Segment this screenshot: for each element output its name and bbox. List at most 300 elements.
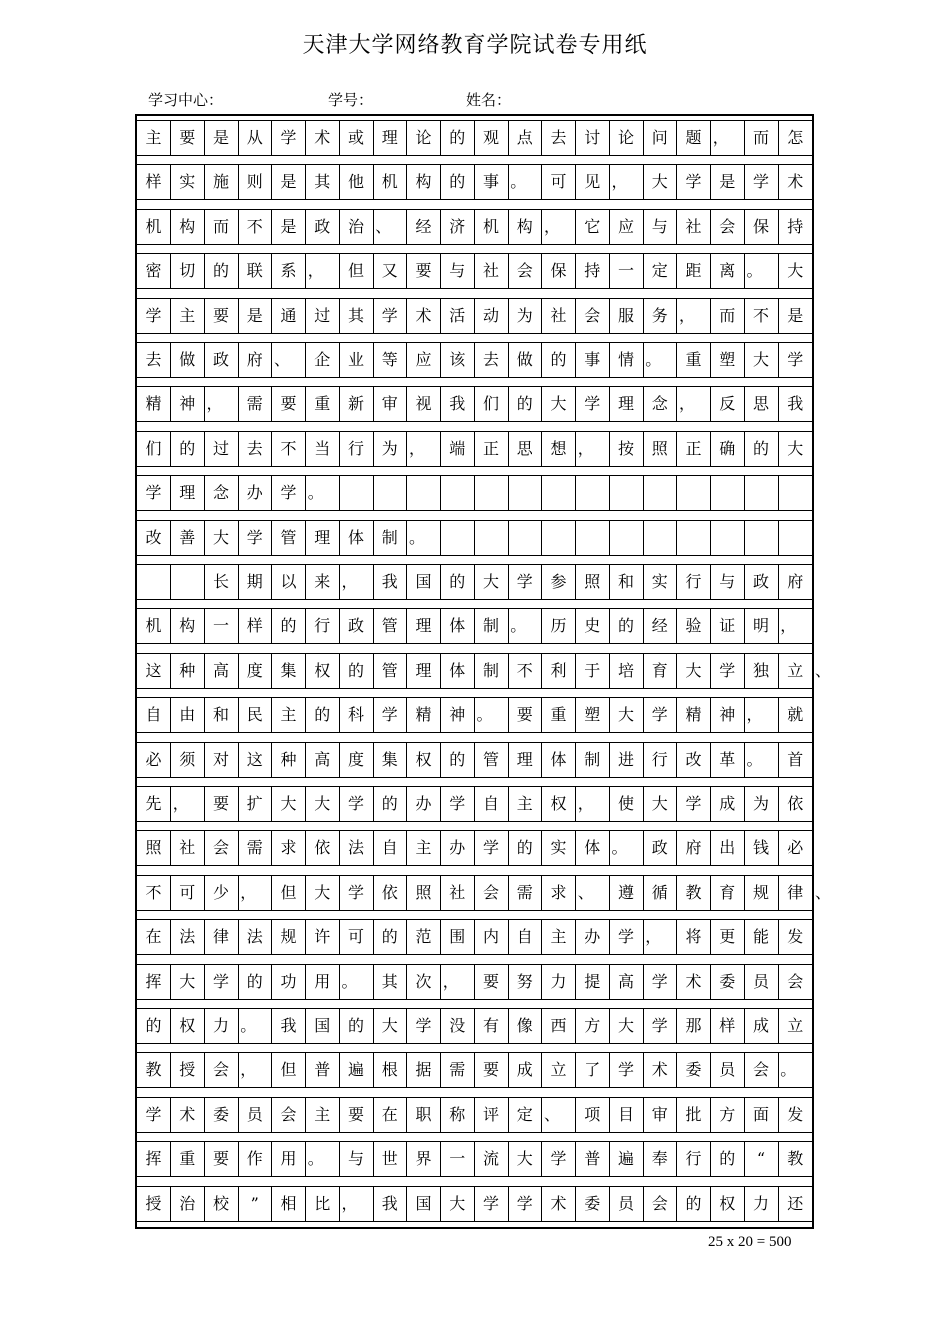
grid-cell: 它 xyxy=(576,210,610,244)
grid-cell: 。 xyxy=(508,609,542,643)
grid-cell: 观 xyxy=(475,121,509,155)
grid-cell: 校 xyxy=(205,1187,239,1221)
grid-cell: 员 xyxy=(610,1187,644,1221)
grid-cell: 我 xyxy=(272,1009,306,1043)
grid-cell: 首 xyxy=(787,749,804,769)
grid-cell: 学 xyxy=(643,1009,677,1043)
grid-cell: 府 xyxy=(787,572,804,591)
grid-cell: 由 xyxy=(171,698,205,732)
grid-cell: 必 xyxy=(787,838,804,858)
grid-cell: 求 xyxy=(542,876,576,910)
grid-cell: 改 xyxy=(677,743,711,777)
grid-cell: 样 xyxy=(137,165,171,199)
grid-cell xyxy=(475,476,509,510)
grid-cell: 要 xyxy=(407,254,441,288)
grid-cell: 体 xyxy=(441,609,475,643)
grid-cell: 历 xyxy=(542,609,576,643)
grid-cell: 学 xyxy=(610,920,644,954)
grid-cell: 教 xyxy=(137,1053,171,1087)
grid-cell: 正 xyxy=(475,432,509,466)
grid-cell: 学 xyxy=(475,831,509,865)
grid-cell: 授 xyxy=(137,1187,171,1221)
grid-cell xyxy=(677,521,711,555)
grid-cell: 大 xyxy=(441,1187,475,1221)
grid-cell xyxy=(137,565,171,599)
grid-cell: 授 xyxy=(171,1053,205,1087)
grid-cell: 术 xyxy=(407,299,441,333)
grid-cell: 大 xyxy=(508,1142,542,1176)
grid-cell: 们 xyxy=(137,432,171,466)
grid-cell: 不 xyxy=(137,876,171,910)
grid-cell: 思 xyxy=(745,387,779,421)
grid-cell: 学 xyxy=(407,1009,441,1043)
grid-cell: 法 xyxy=(171,920,205,954)
grid-cell: 照 xyxy=(137,831,171,865)
grid-cell: 立 xyxy=(787,660,804,680)
grid-cell: ， xyxy=(340,565,374,599)
grid-cell: 按 xyxy=(610,432,644,466)
grid-cell: 律 xyxy=(787,882,804,902)
grid-cell: 管 xyxy=(272,521,306,555)
grid-cell: 国 xyxy=(407,1187,441,1221)
grid-cell: 务 xyxy=(643,299,677,333)
grid-cell: 府 xyxy=(238,343,272,377)
grid-cell: 可 xyxy=(542,165,576,199)
grid-cell: 循 xyxy=(643,876,677,910)
grid-cell: 的 xyxy=(238,965,272,999)
grid-cell: 审 xyxy=(643,1098,677,1132)
grid-cell: 。 xyxy=(238,1009,272,1043)
page-title: 天津大学网络教育学院试卷专用纸 xyxy=(302,33,648,58)
grid-cell: 长 xyxy=(205,565,239,599)
grid-cell: ， xyxy=(780,616,797,636)
grid-cell: 去 xyxy=(137,343,171,377)
grid-cell: 机 xyxy=(137,210,171,244)
grid-cell: 念 xyxy=(643,387,677,421)
grid-cell: ， xyxy=(306,254,340,288)
grid-cell: 行 xyxy=(306,609,340,643)
grid-cell: 集 xyxy=(373,743,407,777)
grid-cell: 事 xyxy=(475,165,509,199)
grid-cell: 一 xyxy=(610,254,644,288)
grid-cell: 要 xyxy=(205,787,239,821)
grid-cell: 育 xyxy=(643,654,677,688)
grid-cell: 术 xyxy=(542,1187,576,1221)
grid-row xyxy=(137,1186,812,1222)
grid-cell: 术 xyxy=(171,1098,205,1132)
grid-cell: 有 xyxy=(475,1009,509,1043)
grid-cell: 讨 xyxy=(576,121,610,155)
grid-cell: 的 xyxy=(441,565,475,599)
grid-cell: 行 xyxy=(677,565,711,599)
grid-cell: 为 xyxy=(745,787,779,821)
grid-cell: 管 xyxy=(373,609,407,643)
grid-row xyxy=(137,786,812,822)
grid-cell: 是 xyxy=(205,121,239,155)
grid-cell: 治 xyxy=(340,210,374,244)
grid-row xyxy=(137,1052,812,1088)
grid-cell: 大 xyxy=(610,698,644,732)
grid-cell: 学 xyxy=(475,1187,509,1221)
grid-cell: 这 xyxy=(137,654,171,688)
grid-cell: 离 xyxy=(711,254,745,288)
grid-cell: 奉 xyxy=(643,1142,677,1176)
grid-cell: 培 xyxy=(610,654,644,688)
grid-cell: ， xyxy=(171,787,205,821)
grid-cell: 自 xyxy=(137,698,171,732)
grid-cell: 理 xyxy=(171,476,205,510)
grid-cell: 社 xyxy=(171,831,205,865)
grid-cell: 科 xyxy=(340,698,374,732)
grid-cell: 对 xyxy=(205,743,239,777)
grid-cell: 重 xyxy=(677,343,711,377)
grid-cell: 界 xyxy=(407,1142,441,1176)
grid-row xyxy=(137,919,812,955)
grid-cell: 应 xyxy=(610,210,644,244)
grid-cell: 委 xyxy=(205,1098,239,1132)
grid-cell: 。 xyxy=(306,476,340,510)
grid-cell: 、 xyxy=(373,210,407,244)
grid-cell: 善 xyxy=(171,521,205,555)
grid-cell: 过 xyxy=(205,432,239,466)
grid-cell: 当 xyxy=(306,432,340,466)
grid-cell: 种 xyxy=(272,743,306,777)
grid-cell: 种 xyxy=(171,654,205,688)
grid-cell: 与 xyxy=(711,565,745,599)
grid-cell: 要 xyxy=(205,299,239,333)
grid-cell: 据 xyxy=(407,1053,441,1087)
grid-cell: 以 xyxy=(272,565,306,599)
grid-cell: 员 xyxy=(238,1098,272,1132)
grid-cell: 扩 xyxy=(238,787,272,821)
grid-cell: 教 xyxy=(787,1149,804,1169)
name-label: 姓名： xyxy=(466,91,512,109)
grid-cell: 法 xyxy=(340,831,374,865)
grid-cell: 与 xyxy=(340,1142,374,1176)
grid-cell: 需 xyxy=(238,387,272,421)
grid-cell: 会 xyxy=(711,210,745,244)
grid-cell: 去 xyxy=(475,343,509,377)
grid-cell: 规 xyxy=(272,920,306,954)
grid-cell: 用 xyxy=(306,965,340,999)
grid-cell: ” xyxy=(238,1187,272,1221)
grid-cell: 学 xyxy=(643,698,677,732)
grid-cell: 学 xyxy=(677,165,711,199)
grid-cell: 主 xyxy=(137,121,171,155)
grid-cell xyxy=(778,521,812,555)
grid-cell: 或 xyxy=(340,121,374,155)
grid-cell: 思 xyxy=(508,432,542,466)
grid-cell: 行 xyxy=(340,432,374,466)
grid-cell: 努 xyxy=(508,965,542,999)
grid-cell: 神 xyxy=(171,387,205,421)
grid-cell: 通 xyxy=(272,299,306,333)
grid-cell: 重 xyxy=(171,1142,205,1176)
grid-cell: 面 xyxy=(745,1098,779,1132)
grid-cell: 学 xyxy=(542,1142,576,1176)
grid-cell: 国 xyxy=(306,1009,340,1043)
grid-cell: 的 xyxy=(373,920,407,954)
grid-cell: 术 xyxy=(306,121,340,155)
grid-cell: 则 xyxy=(238,165,272,199)
grid-cell: 管 xyxy=(373,654,407,688)
grid-cell: 想 xyxy=(542,432,576,466)
grid-cell: 于 xyxy=(576,654,610,688)
grid-cell: 使 xyxy=(610,787,644,821)
grid-cell: 过 xyxy=(306,299,340,333)
grid-cell: 政 xyxy=(306,210,340,244)
grid-cell: 而 xyxy=(711,299,745,333)
grid-cell xyxy=(643,521,677,555)
grid-cell: 制 xyxy=(475,609,509,643)
grid-cell: 相 xyxy=(272,1187,306,1221)
grid-cell: 成 xyxy=(711,787,745,821)
grid-cell: 。 xyxy=(407,521,441,555)
grid-cell: 权 xyxy=(542,787,576,821)
grid-cell: 依 xyxy=(373,876,407,910)
grid-cell: ， xyxy=(643,920,677,954)
grid-cell: 可 xyxy=(171,876,205,910)
grid-cell: 需 xyxy=(508,876,542,910)
grid-cell: 精 xyxy=(407,698,441,732)
grid-cell: 照 xyxy=(643,432,677,466)
grid-cell: 自 xyxy=(508,920,542,954)
grid-row xyxy=(137,830,812,866)
grid-cell: 体 xyxy=(340,521,374,555)
grid-cell: 理 xyxy=(508,743,542,777)
grid-cell: 主 xyxy=(272,698,306,732)
grid-cell: 挥 xyxy=(137,965,171,999)
grid-cell: 用 xyxy=(272,1142,306,1176)
grid-cell: 机 xyxy=(373,165,407,199)
grid-cell: 员 xyxy=(745,965,779,999)
grid-cell: 正 xyxy=(677,432,711,466)
grid-cell: 为 xyxy=(508,299,542,333)
grid-cell: 比 xyxy=(306,1187,340,1221)
grid-cell xyxy=(407,476,441,510)
grid-cell: 范 xyxy=(407,920,441,954)
grid-cell: 去 xyxy=(542,121,576,155)
grid-cell: 等 xyxy=(373,343,407,377)
grid-cell: 将 xyxy=(677,920,711,954)
grid-cell: 权 xyxy=(407,743,441,777)
grid-row xyxy=(137,1141,812,1177)
grid-cell: 作 xyxy=(238,1142,272,1176)
grid-row xyxy=(137,875,832,911)
grid-cell: ， xyxy=(407,432,441,466)
grid-cell: 题 xyxy=(677,121,711,155)
grid-cell: 会 xyxy=(205,831,239,865)
grid-cell: 学 xyxy=(508,1187,542,1221)
grid-cell: 术 xyxy=(787,172,804,192)
grid-cell: 权 xyxy=(711,1187,745,1221)
grid-cell: 定 xyxy=(643,254,677,288)
grid-cell: 理 xyxy=(407,609,441,643)
grid-cell: 来 xyxy=(306,565,340,599)
grid-cell: 一 xyxy=(205,609,239,643)
grid-cell: 理 xyxy=(373,121,407,155)
grid-cell: 政 xyxy=(643,831,677,865)
grid-cell: 批 xyxy=(677,1098,711,1132)
grid-cell: 度 xyxy=(340,743,374,777)
grid-row xyxy=(137,342,812,378)
grid-cell: 问 xyxy=(643,121,677,155)
grid-cell: 普 xyxy=(306,1053,340,1087)
grid-cell: 方 xyxy=(711,1098,745,1132)
grid-cell: 力 xyxy=(745,1187,779,1221)
grid-cell: 保 xyxy=(745,210,779,244)
grid-cell: 出 xyxy=(711,831,745,865)
grid-cell: 要 xyxy=(272,387,306,421)
grid-cell: 大 xyxy=(610,1009,644,1043)
grid-cell: 力 xyxy=(542,965,576,999)
grid-cell: 但 xyxy=(340,254,374,288)
grid-cell: 需 xyxy=(238,831,272,865)
grid-cell: 我 xyxy=(787,394,804,414)
grid-cell: 大 xyxy=(306,876,340,910)
grid-cell: 和 xyxy=(205,698,239,732)
grid-cell: 那 xyxy=(677,1009,711,1043)
grid-cell: 的 xyxy=(677,1187,711,1221)
grid-cell: 定 xyxy=(508,1098,542,1132)
grid-row xyxy=(137,1097,812,1133)
grid-cell: 念 xyxy=(205,476,239,510)
grid-cell: 学 xyxy=(711,654,745,688)
grid-cell: 制 xyxy=(373,521,407,555)
grid-cell: 依 xyxy=(787,794,804,813)
grid-cell: 照 xyxy=(576,565,610,599)
grid-cell: 行 xyxy=(643,743,677,777)
grid-cell: 我 xyxy=(441,387,475,421)
grid-cell: 目 xyxy=(610,1098,644,1132)
grid-cell xyxy=(745,521,779,555)
grid-cell: 的 xyxy=(306,698,340,732)
grid-row xyxy=(137,164,812,200)
grid-row xyxy=(137,964,812,1000)
grid-cell: 行 xyxy=(677,1142,711,1176)
grid-cell: 我 xyxy=(373,565,407,599)
grid-cell: 遵 xyxy=(610,876,644,910)
grid-cell: 法 xyxy=(238,920,272,954)
grid-cell: 塑 xyxy=(576,698,610,732)
grid-cell: 学 xyxy=(610,1053,644,1087)
grid-cell: 学 xyxy=(272,121,306,155)
grid-cell: 服 xyxy=(610,299,644,333)
grid-cell: 而 xyxy=(745,121,779,155)
grid-cell: 的 xyxy=(340,1009,374,1043)
grid-cell: 大 xyxy=(643,787,677,821)
grid-cell: 依 xyxy=(306,831,340,865)
grid-cell: 学 xyxy=(137,1098,171,1132)
grid-cell: 施 xyxy=(205,165,239,199)
grid-cell: 期 xyxy=(238,565,272,599)
grid-cell: 大 xyxy=(373,1009,407,1043)
grid-cell: 府 xyxy=(677,831,711,865)
grid-cell: 围 xyxy=(441,920,475,954)
grid-cell: 。 xyxy=(475,698,509,732)
grid-cell: 构 xyxy=(508,210,542,244)
grid-cell xyxy=(711,476,745,510)
grid-cell: ， xyxy=(576,432,610,466)
grid-cell: 国 xyxy=(407,565,441,599)
grid-cell: 要 xyxy=(205,1142,239,1176)
grid-cell: 应 xyxy=(407,343,441,377)
grid-cell: 机 xyxy=(475,210,509,244)
grid-cell: 没 xyxy=(441,1009,475,1043)
grid-cell: 权 xyxy=(171,1009,205,1043)
student-id-label: 学号： xyxy=(328,91,374,109)
grid-cell: 权 xyxy=(306,654,340,688)
grid-cell: 机 xyxy=(137,609,171,643)
grid-cell: 的 xyxy=(542,343,576,377)
grid-cell: 少 xyxy=(205,876,239,910)
grid-cell: 实 xyxy=(643,565,677,599)
grid-cell xyxy=(643,476,677,510)
grid-cell: 验 xyxy=(677,609,711,643)
grid-cell: 在 xyxy=(373,1098,407,1132)
grid-cell: 理 xyxy=(610,387,644,421)
grid-cell: ， xyxy=(238,876,272,910)
grid-cell: 。 xyxy=(610,831,644,865)
grid-cell: 大 xyxy=(171,965,205,999)
grid-cell: 挥 xyxy=(137,1142,171,1176)
grid-cell: 神 xyxy=(711,698,745,732)
grid-cell: 办 xyxy=(407,787,441,821)
grid-cell: 大 xyxy=(745,343,779,377)
grid-cell: 治 xyxy=(171,1187,205,1221)
grid-cell xyxy=(711,521,745,555)
grid-cell: ， xyxy=(238,1053,272,1087)
grid-cell: 大 xyxy=(542,387,576,421)
grid-cell: 会 xyxy=(643,1187,677,1221)
grid-cell xyxy=(508,476,542,510)
grid-cell: 管 xyxy=(475,743,509,777)
grid-cell: 论 xyxy=(407,121,441,155)
grid-cell: 神 xyxy=(441,698,475,732)
grid-cell: 学 xyxy=(677,787,711,821)
grid-cell: 的 xyxy=(441,121,475,155)
grid-cell: 会 xyxy=(272,1098,306,1132)
grid-cell: 术 xyxy=(643,1053,677,1087)
grid-cell: 社 xyxy=(542,299,576,333)
grid-cell: 不 xyxy=(508,654,542,688)
grid-cell: 西 xyxy=(542,1009,576,1043)
grid-cell: 从 xyxy=(238,121,272,155)
grid-cell: 大 xyxy=(272,787,306,821)
grid-cell: 。 xyxy=(780,1060,797,1080)
grid-cell: 革 xyxy=(711,743,745,777)
grid-cell: 密 xyxy=(137,254,171,288)
grid-cell: 要 xyxy=(508,698,542,732)
grid-cell: 的 xyxy=(171,432,205,466)
grid-cell: 是 xyxy=(272,210,306,244)
grid-cell: 会 xyxy=(787,971,804,991)
grid-cell: 根 xyxy=(373,1053,407,1087)
grid-row xyxy=(137,386,812,422)
grid-cell: ， xyxy=(745,698,779,732)
grid-row xyxy=(137,564,812,600)
grid-cell: 实 xyxy=(171,165,205,199)
grid-cell: 反 xyxy=(711,387,745,421)
grid-cell: ， xyxy=(205,387,239,421)
grid-cell: 高 xyxy=(306,743,340,777)
grid-row xyxy=(137,653,832,689)
grid-cell: ， xyxy=(340,1187,374,1221)
grid-cell: 像 xyxy=(508,1009,542,1043)
grid-cell xyxy=(610,476,644,510)
grid-cell: 委 xyxy=(576,1187,610,1221)
grid-cell: 为 xyxy=(373,432,407,466)
